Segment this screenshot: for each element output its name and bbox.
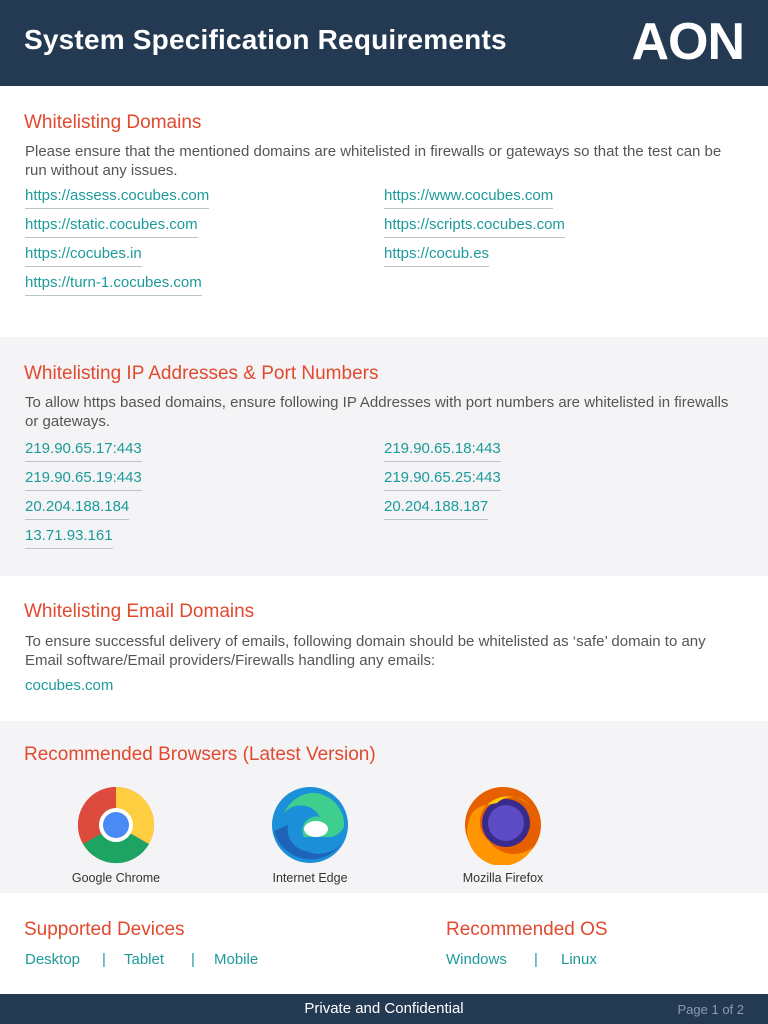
- device-mobile[interactable]: Mobile: [214, 951, 259, 968]
- domain-link[interactable]: https://assess.cocubes.com: [25, 187, 209, 209]
- domain-link[interactable]: https://cocubes.in: [25, 245, 142, 267]
- browsers-title: Recommended Browsers (Latest Version): [24, 744, 376, 765]
- page-number: Page 1 of 2: [677, 1002, 744, 1017]
- devices-os-section: [0, 893, 768, 994]
- os-linux[interactable]: Linux: [561, 951, 597, 968]
- devices-separator: |: [102, 951, 106, 968]
- chrome-icon: [76, 785, 156, 865]
- email-domain-link[interactable]: cocubes.com: [25, 677, 114, 694]
- domain-link[interactable]: https://turn-1.cocubes.com: [25, 274, 202, 296]
- page-footer: [0, 994, 768, 1024]
- browser-chrome: [41, 785, 191, 885]
- page-header: [0, 0, 768, 86]
- os-windows[interactable]: Windows: [446, 951, 507, 968]
- email-description: To ensure successful delivery of emails, following domain should be whitelisted as ‘safe’ domain to any Email software/Email providers/Firewalls handling any emails:: [25, 633, 706, 669]
- browser-firefox: [428, 785, 578, 885]
- browsers-section: [0, 721, 768, 893]
- ip-address[interactable]: 219.90.65.17:443: [25, 440, 142, 462]
- edge-icon: [270, 785, 350, 865]
- page-title: System Specification Requirements: [24, 24, 507, 55]
- domains-title: Whitelisting Domains: [24, 112, 202, 133]
- ip-title: Whitelisting IP Addresses & Port Numbers: [24, 363, 379, 384]
- ip-address[interactable]: 219.90.65.25:443: [384, 469, 501, 491]
- domain-link[interactable]: https://scripts.cocubes.com: [384, 216, 565, 238]
- devices-title: Supported Devices: [24, 919, 185, 940]
- ip-address[interactable]: 20.204.188.184: [25, 498, 129, 520]
- domains-section: [0, 86, 768, 337]
- domain-link[interactable]: https://www.cocubes.com: [384, 187, 553, 209]
- os-title: Recommended OS: [446, 919, 608, 940]
- aon-logo: AON: [631, 13, 744, 71]
- browser-label: Mozilla Firefox: [462, 871, 544, 885]
- device-tablet[interactable]: Tablet: [124, 951, 165, 968]
- devices-separator: |: [191, 951, 195, 968]
- browser-label: Google Chrome: [71, 871, 161, 885]
- domain-link[interactable]: https://cocub.es: [384, 245, 489, 267]
- ip-description: To allow https based domains, ensure following IP Addresses with port numbers are whitelisted in firewalls or gateways.: [25, 394, 729, 430]
- ip-address[interactable]: 219.90.65.18:443: [384, 440, 501, 462]
- ip-address[interactable]: 13.71.93.161: [25, 527, 113, 549]
- firefox-icon: [463, 785, 543, 865]
- os-separator: |: [534, 951, 538, 968]
- footer-text: Private and Confidential: [304, 1000, 464, 1017]
- email-section: [0, 576, 768, 721]
- browser-edge: [235, 785, 385, 885]
- ip-address[interactable]: 20.204.188.187: [384, 498, 488, 520]
- ip-address[interactable]: 219.90.65.19:443: [25, 469, 142, 491]
- domain-link[interactable]: https://static.cocubes.com: [25, 216, 198, 238]
- domains-description: Please ensure that the mentioned domains are whitelisted in firewalls or gateways so that the test can be run without any issues.: [25, 143, 722, 179]
- device-desktop[interactable]: Desktop: [25, 951, 81, 968]
- email-title: Whitelisting Email Domains: [24, 601, 255, 622]
- browser-label: Internet Edge: [272, 871, 348, 885]
- ip-section: [0, 337, 768, 576]
